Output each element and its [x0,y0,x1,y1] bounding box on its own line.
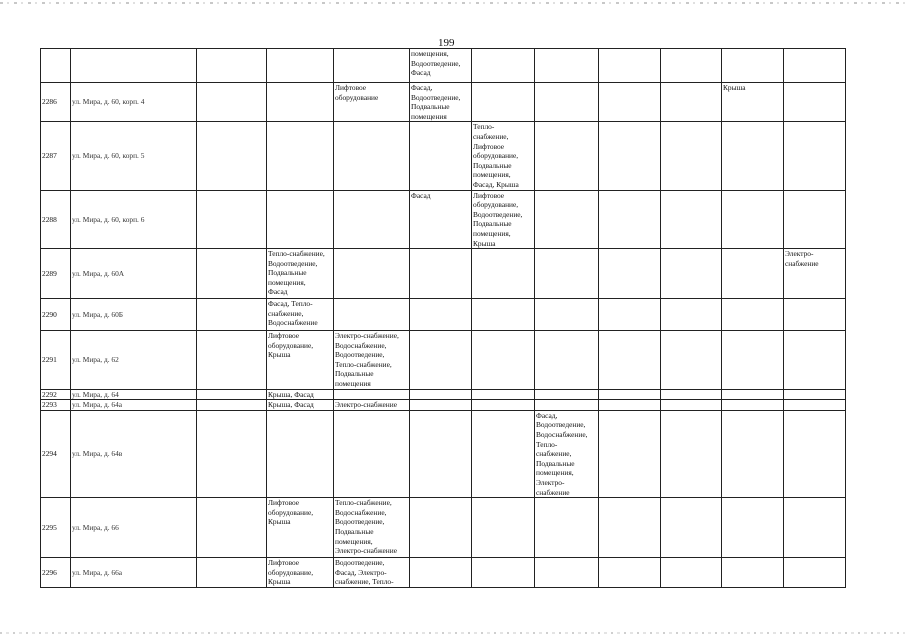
work-type-cell [661,331,722,390]
work-type-cell [722,299,784,331]
address-cell: ул. Мира, д. 60, корп. 5 [71,122,197,190]
work-type-cell [472,331,535,390]
row-number-cell: 2294 [41,410,71,497]
work-type-cell: Электро-снабжение [334,400,410,411]
work-type-cell [784,299,846,331]
work-type-cell [197,190,267,249]
work-type-cell [197,249,267,299]
work-type-cell [267,410,334,497]
work-type-cell: Лифтовое оборудование [334,83,410,122]
work-type-cell [535,400,599,411]
table-row [41,49,846,83]
work-type-cell [334,389,410,400]
row-number-cell: 2291 [41,331,71,390]
work-type-cell [722,558,784,588]
work-type-cell [599,122,661,190]
work-type-cell: Фасад, Тепло- снабжение, Водоснабжение [267,299,334,331]
work-type-cell: Лифтовое оборудование, Крыша [267,498,334,558]
work-type-cell [661,190,722,249]
work-type-cell [472,299,535,331]
work-type-cell [472,558,535,588]
work-type-cell: Лифтовое оборудование, Крыша [267,331,334,390]
work-type-cell [661,400,722,411]
work-type-cell [784,190,846,249]
work-type-cell [722,190,784,249]
address-cell: ул. Мира, д. 66 [71,498,197,558]
work-type-cell [661,249,722,299]
address-cell: ул. Мира, д. 64а [71,400,197,411]
work-type-cell [334,49,410,83]
work-type-cell [197,83,267,122]
work-type-cell: Фасад, Водоотведение, Подвальные помещения [410,83,472,122]
work-type-cell [535,190,599,249]
table-row [41,498,846,558]
row-number-cell: 2286 [41,83,71,122]
work-type-cell: Электро- снабжение [784,249,846,299]
repair-schedule-table [40,48,846,588]
work-type-cell [784,331,846,390]
work-type-cell [472,389,535,400]
table-row [41,122,846,190]
work-type-cell [784,389,846,400]
work-type-cell [267,49,334,83]
work-type-cell [197,389,267,400]
work-type-cell [535,249,599,299]
work-type-cell: Крыша, Фасад [267,400,334,411]
page-number: 199 [438,37,455,49]
work-type-cell [535,49,599,83]
row-number-cell: 2293 [41,400,71,411]
work-type-cell [535,299,599,331]
work-type-cell [535,83,599,122]
work-type-cell [784,83,846,122]
work-type-cell [784,122,846,190]
work-type-cell [661,498,722,558]
work-type-cell [784,498,846,558]
row-number-cell [41,49,71,83]
work-type-cell [472,249,535,299]
work-type-cell [784,49,846,83]
address-cell: ул. Мира, д. 64 [71,389,197,400]
work-type-cell [197,498,267,558]
work-type-cell [410,331,472,390]
work-type-cell [722,400,784,411]
work-type-cell: Крыша, Фасад [267,389,334,400]
row-number-cell: 2288 [41,190,71,249]
table-row [41,389,846,400]
work-type-cell [334,122,410,190]
work-type-cell [535,558,599,588]
row-number-cell: 2289 [41,249,71,299]
address-cell: ул. Мира, д. 62 [71,331,197,390]
work-type-cell: Лифтовое оборудование, Крыша [267,558,334,588]
work-type-cell [599,558,661,588]
table-row [41,190,846,249]
work-type-cell: Фасад [410,190,472,249]
work-type-cell [334,249,410,299]
work-type-cell [535,498,599,558]
work-type-cell [197,122,267,190]
work-type-cell [599,498,661,558]
work-type-cell [472,83,535,122]
work-type-cell [197,558,267,588]
row-number-cell: 2292 [41,389,71,400]
work-type-cell: Электро-снабжение, Водоснабжение, Водоотведение, Тепло-снабжение, Подвальные помещения [334,331,410,390]
work-type-cell [784,558,846,588]
work-type-cell [410,389,472,400]
address-cell: ул. Мира, д. 60А [71,249,197,299]
work-type-cell [410,299,472,331]
address-cell: ул. Мира, д. 60Б [71,299,197,331]
row-number-cell: 2287 [41,122,71,190]
scan-edge-bottom [0,632,905,634]
table-row [41,249,846,299]
work-type-cell [722,249,784,299]
work-type-cell [722,49,784,83]
work-type-cell [661,299,722,331]
work-type-cell [599,389,661,400]
work-type-cell [661,122,722,190]
work-type-cell [661,389,722,400]
address-cell: ул. Мира, д. 64в [71,410,197,497]
work-type-cell: помещения, Водоотведение, Фасад [410,49,472,83]
row-number-cell: 2295 [41,498,71,558]
work-type-cell [599,299,661,331]
work-type-cell [535,331,599,390]
table-row [41,400,846,411]
work-type-cell [722,410,784,497]
work-type-cell [599,83,661,122]
work-type-cell: Тепло-снабжение, Водоотведение, Подвальные помещения, Фасад [267,249,334,299]
table-row [41,331,846,390]
work-type-cell [472,400,535,411]
work-type-cell [472,49,535,83]
work-type-cell [334,299,410,331]
work-type-cell [334,410,410,497]
work-type-cell [722,331,784,390]
work-type-cell [599,249,661,299]
work-type-cell [410,400,472,411]
row-number-cell: 2290 [41,299,71,331]
work-type-cell: Тепло-снабжение, Водоснабжение, Водоотведение, Подвальные помещения, Электро-снабжение [334,498,410,558]
work-type-cell [267,122,334,190]
work-type-cell [535,122,599,190]
table-row [41,410,846,497]
work-type-cell [784,400,846,411]
work-type-cell [197,49,267,83]
work-type-cell: Лифтовое оборудование, Водоотведение, Подвальные помещения, Крыша [472,190,535,249]
work-type-cell [197,331,267,390]
work-type-cell [661,558,722,588]
work-type-cell [661,49,722,83]
work-type-cell [535,389,599,400]
work-type-cell [599,400,661,411]
work-type-cell [267,83,334,122]
scan-edge-top [0,2,905,4]
work-type-cell [410,498,472,558]
work-type-cell [334,190,410,249]
work-type-cell [267,190,334,249]
work-type-cell [599,331,661,390]
work-type-cell [472,498,535,558]
work-type-cell [197,400,267,411]
table-row [41,83,846,122]
work-type-cell [722,122,784,190]
table-row [41,558,846,588]
work-type-cell [410,558,472,588]
table-row [41,299,846,331]
work-type-cell [410,249,472,299]
address-cell: ул. Мира, д. 66а [71,558,197,588]
work-type-cell [410,410,472,497]
address-cell [71,49,197,83]
work-type-cell: Водоотведение, Фасад, Электро- снабжение, Тепло- [334,558,410,588]
work-type-cell [197,410,267,497]
work-type-cell [410,122,472,190]
work-type-cell [472,410,535,497]
address-cell: ул. Мира, д. 60, корп. 6 [71,190,197,249]
row-number-cell: 2296 [41,558,71,588]
work-type-cell: Крыша [722,83,784,122]
work-type-cell [661,410,722,497]
work-type-cell [722,389,784,400]
work-type-cell [722,498,784,558]
address-cell: ул. Мира, д. 60, корп. 4 [71,83,197,122]
work-type-cell [599,410,661,497]
work-type-cell: Тепло- снабжение, Лифтовое оборудование, Подвальные помещения, Фасад, Крыша [472,122,535,190]
work-type-cell [197,299,267,331]
work-type-cell [661,83,722,122]
work-type-cell: Фасад, Водоотведение, Водоснабжение, Тепло- снабжение, Подвальные помещения, Электро- снабжение [535,410,599,497]
work-type-cell [784,410,846,497]
work-type-cell [599,190,661,249]
work-type-cell [599,49,661,83]
